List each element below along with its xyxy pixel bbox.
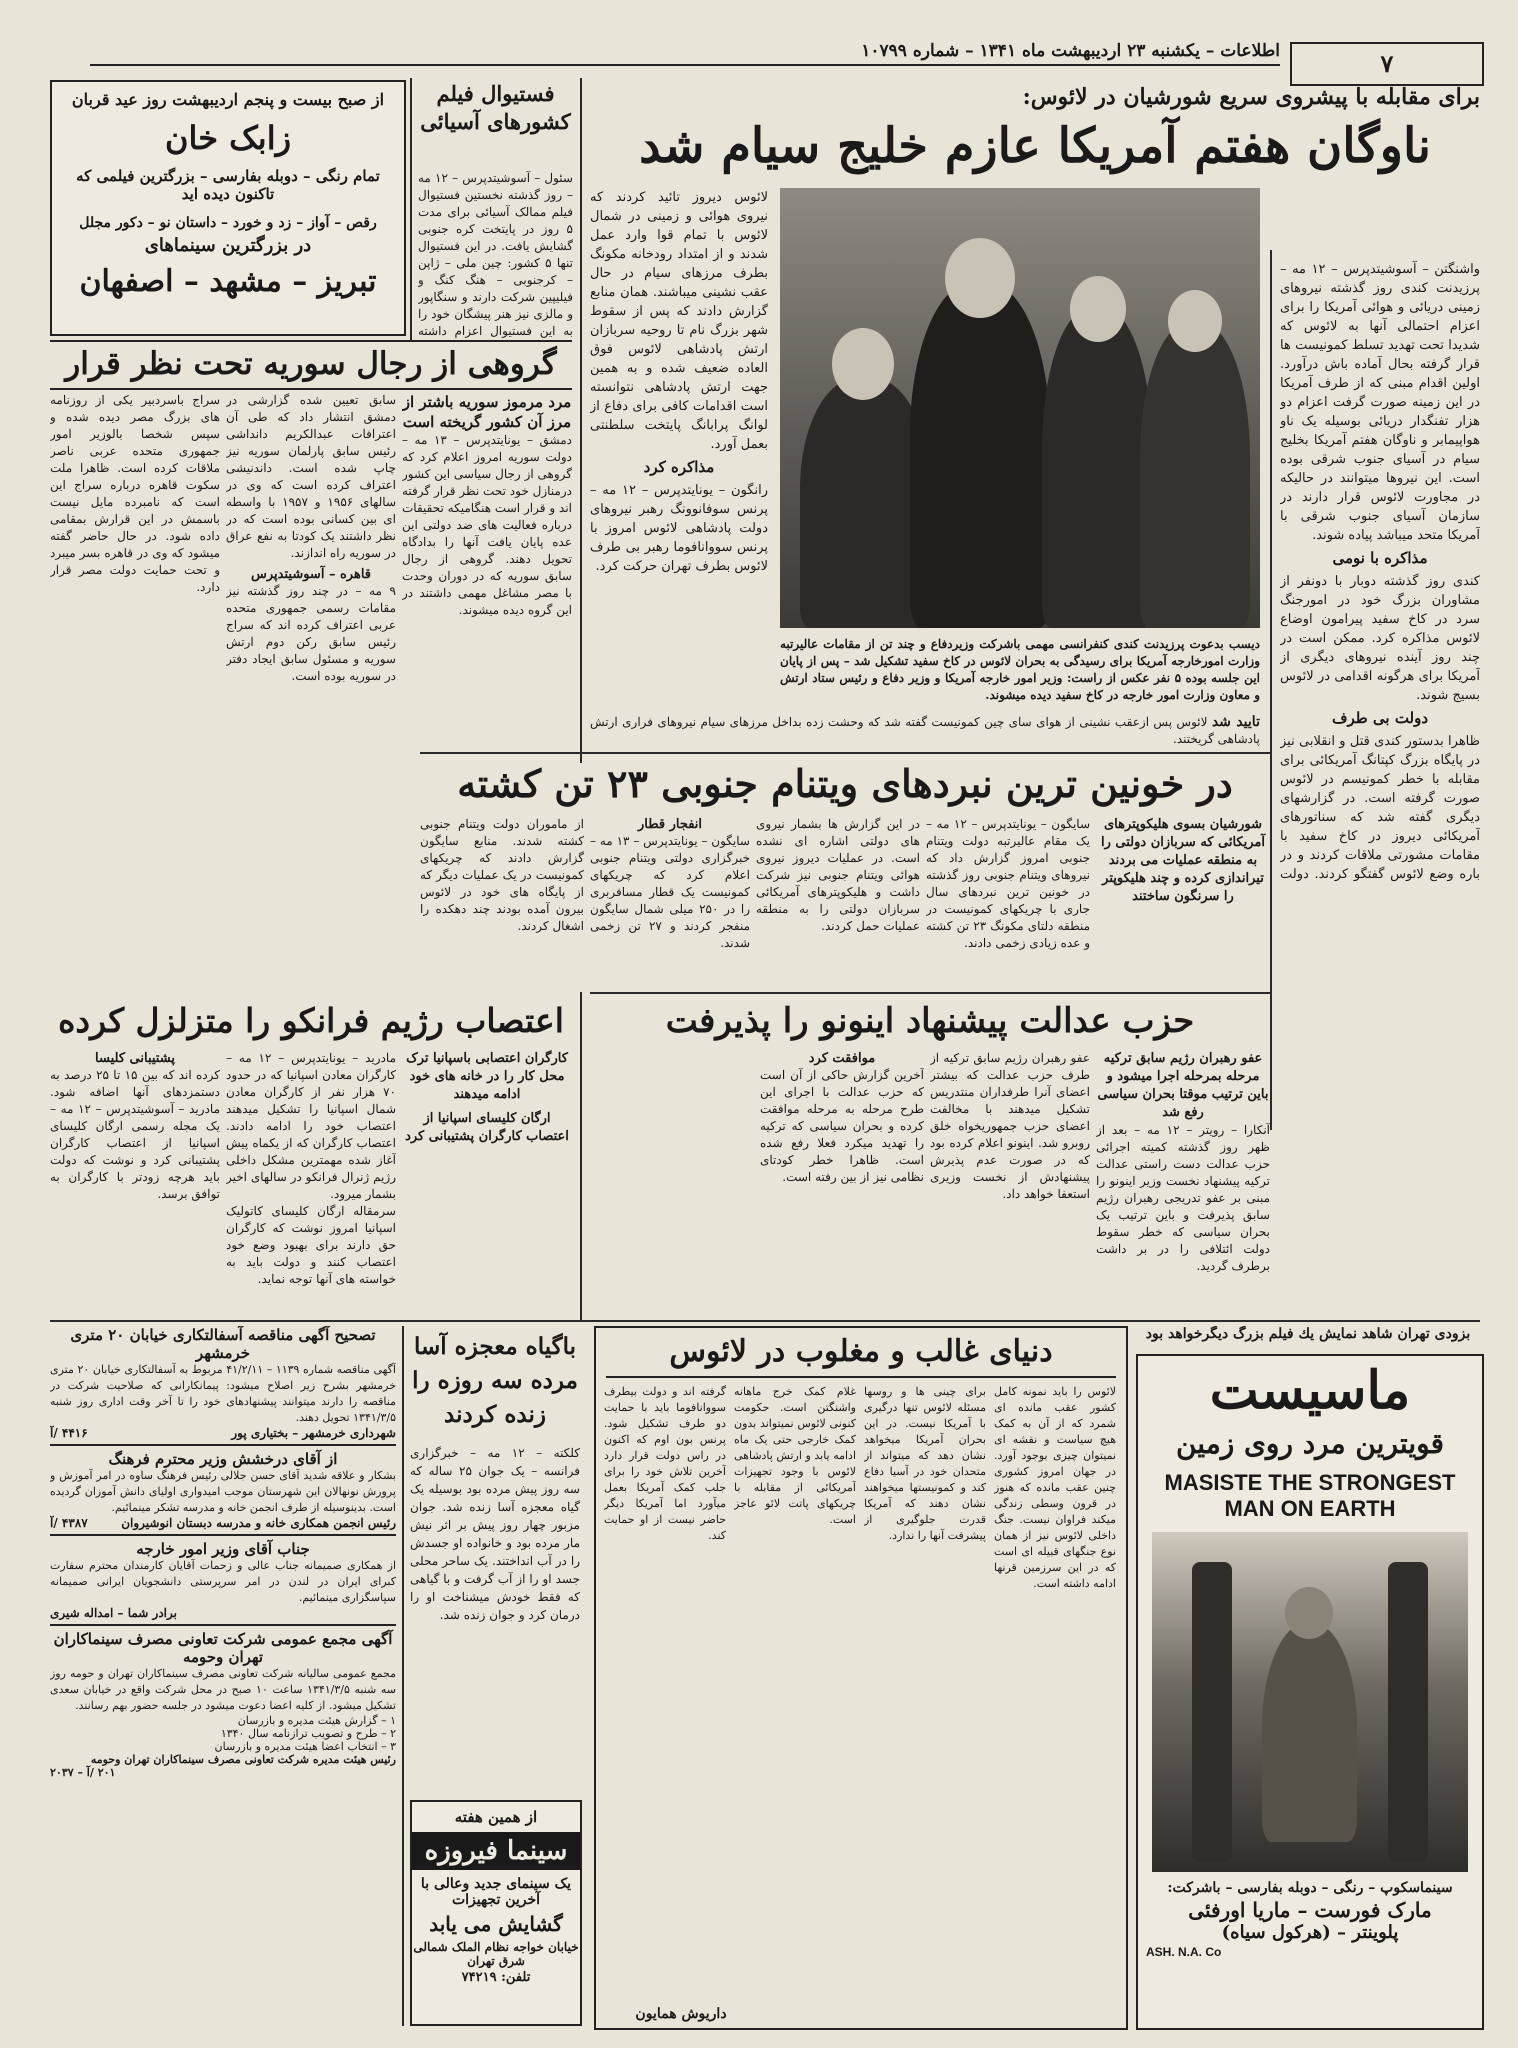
notice-text: از همکاری صمیمانه جناب عالی و زحمات آقایان کارمندان محترم سفارت کبرای ایران در لندن در امر سرپرستی دانشجویان ایرانی صمیمانه سپاسگزاری مینمائیم. <box>50 1559 396 1604</box>
notice-text: مجمع عمومی سالیانه شرکت تعاونی مصرف سینماکاران تهران و حومه روز سه شنبه ۱۳۴۱/۳/۵ ساعت ۱۰ صبح در محل شرکت واقع در خیابان سعدی تشکیل میشود. از کلیه اعضا دعوت میشود در جلسه حضور بهم رسانند. <box>50 1667 396 1712</box>
syria-col-left <box>50 392 220 737</box>
syria-text-2: سابق تعیین شده گزارشی در دمشق انتشار داد که طی آن اعترافات عبدالکریم دانداشی رئیس سابق پارلمان سوریه نیز چاپ شده است. داندنیشی اعتراف کرده است که وی در سالهای ۱۹۵۶ و ۱۹۵۷ با واسطه ای بین کسانی بوده است که در نظر داشتند یک کودتا به نفع عراق در سوریه راه اندازند. <box>226 393 396 560</box>
franco-col-3 <box>50 1050 220 1310</box>
essay-author: داریوش همایون <box>635 2006 727 2022</box>
inonu-text-3: آخرین گزارش حاکی از آن است که حزب عدالت با اجرای این طرح مرحله به مرحله موافقت کرده و بحران سیاسی که ترکیه را تهدید میکرد فعلا رفع شده است. ظاهرا خطر کودتای نظامی نیز از بین رفته است. <box>760 1068 924 1184</box>
masiste-subtitle: قویترین مرد روی زمین <box>1175 1427 1445 1460</box>
zabak-khan-ad <box>50 80 406 336</box>
rule <box>580 78 582 763</box>
franco-text-3: کرده اند که بین ۱۵ تا ۲۵ درصد به دستمزدهای آنها اضافه شود. مادرید – آسوشیتدپرس – ۱۲ مه – یک مجله رسمی ارگان کلیسای اسپانیا از اعتصاب کارگران پشتیبانی کرد و نوشت که دولت باید هرچه زودتر با کارگران به توافق برسد. <box>50 1068 220 1201</box>
lead-col1-text: واشنگتن – آسوشیتدپرس – ۱۲ مه – پرزیدنت کندی روز گذشته نیروهای زمینی دریائی و هوائی آمریکا را برای اعزام احتمالی آنها به لائوس که شدیدا تحت تهدید تسلط کمونیست ها قرار گرفته بحال آماده باش درآورد. اولین اقدام مبنی که از طرف آمریکا در این زمینه صورت گرفت اعزام دو هزار تفنگدار دریائی بوسیله یک ناو هواپیمابر و ناوگان هفتم آمریکا بخلیج سیام در آسیای جنوب شرقی بوده است. این نیروها میتوانند در حالیکه در مجاورت لائوس قرار دارند در سازمان آسیای جنوب شرقی با آمریکا متحد میباشد پیاده شوند. <box>1280 262 1480 543</box>
essay-col-3: غلام کمک خرج ماهانه واشنگتن است. حکومت کنونی لائوس نمیتواند بدون کمک خارجی حتی یک ماه ادامه یابد و ارتش پادشاهی لائوس با وجود تجهیزات آمریکائی از مقابله با چریکهای پاتت لائو عاجز است. <box>734 1385 856 1526</box>
franco-subhead-3: پشتیبانی کلیسا <box>95 1051 175 1066</box>
rule <box>580 992 582 1322</box>
rule <box>410 78 412 340</box>
masiste-line1: سینماسکوپ – رنگی – دوبله بفارسی – باشرکت: <box>1167 1880 1453 1896</box>
cinema-ad-title: سینما فیروزه <box>412 1832 580 1870</box>
lead-column-left <box>590 188 768 710</box>
rule <box>590 992 1270 994</box>
inonu-subhead: عفو رهبران رژیم سابق ترکیه مرحله بمرحله اجرا میشود و باین ترتیب موقتا بحران سیاسی رفع شد <box>1097 1051 1269 1120</box>
essay-col-2: برای چینی ها و روسها مسئله لائوس تنها درگیری با آمریکا نیست. در این بحران آمریکا میخواهد نشان دهد که میتواند از متحدان خود در آسیا دفاع کند و کمونیستها میخواهند نشان دهند که آمریکا قدرت جلوگیری از پیشرفت آنها را ندارد. <box>864 1385 986 1542</box>
franco-col-2 <box>226 1050 396 1310</box>
syria-col-right <box>402 392 572 737</box>
masiste-title: ماسیست <box>1209 1360 1411 1421</box>
essay-columns <box>596 1378 1126 1998</box>
notice-code: ۴۳۸۷ /آ <box>50 1516 88 1530</box>
syria-col-middle <box>226 392 396 737</box>
inonu-subhead-2: موافقت کرد <box>808 1051 876 1066</box>
notice-title: از آقای درخشش وزیر محترم فرهنگ <box>108 1450 338 1468</box>
notice <box>50 1326 396 1446</box>
vietnam-col-2: سایگون – یونایتدپرس – ۱۲ مه – یک مقام عالیرتبه دولت ویتنام جنوبی امروز گزارش داد که نیروهای ویتنام جنوبی روز گذشته در خونین ترین نبردهای سال جاری با چریکهای کمونیست در منطقه دلتای مکونگ ۲۳ تن کشته و عده زیادی زخمی دادند. <box>926 817 1090 950</box>
masiste-english-2: MAN ON EARTH <box>1224 1496 1396 1521</box>
notice <box>50 1626 396 1779</box>
vietnam-columns <box>420 816 1270 984</box>
cinema-ad-line3: خیابان خواجه نظام الملک شمالی شرق تهران <box>413 1940 579 1968</box>
masiste-stars: مارک فورست – ماریا اورفئی <box>1188 1898 1432 1922</box>
notice-title: تصحیح آگهی مناقصه آسفالتکاری خیابان ۲۰ متری خرمشهر <box>70 1326 376 1362</box>
notice-sign: برادر شما – امداله شیری <box>50 1606 177 1620</box>
cinema-ad-top: از همین هفته <box>454 1808 538 1826</box>
syria-subhead: مرد مرموز سوریه باشتر از مرز آن کشور گریخته است <box>402 393 572 431</box>
notice <box>50 1536 396 1626</box>
zabak-cities: تبریز – مشهد – اصفهان <box>79 264 377 299</box>
franco-columns <box>50 1050 572 1310</box>
franco-subhead-2: ارگان کلیسای اسپانیا از اعتصاب کارگران پشتیبانی کرد <box>405 1111 569 1144</box>
inonu-col-1 <box>1096 1050 1270 1315</box>
laos-neutral-text: ظاهرا بدستور کندی قتل و انقلابی نیز در پایگاه بزرگ کپتانگ آمریکائی برای مقابله با خطر کمونیسم در لائوس صورت گرفته است. در گزارشهای دیگری گفته شد که سناتورهای آمریکائی دیروز در کاخ سفید با مقامات مشورتی ملاقات کردند و در باره وضع لائوس گفتگو کردند. دولت <box>1280 734 1480 882</box>
vietnam-subhead: شورشیان بسوی هلیکوپترهای آمریکائی که سربازان دولتی را به منطقه عملیات می بردند تیراندازی کرده و چند هلیکوپتر را سرنگون ساختند <box>1101 817 1265 904</box>
notice-code: ۲۰۱ /آ – ۲۰۳۷ <box>50 1766 116 1779</box>
lead-col2-subhead: مذاکره کرد <box>643 458 715 476</box>
masthead-bar <box>90 38 1280 66</box>
notice-text: آگهی مناقصه شماره ۱۱۳۹ – ۴۱/۲/۱۱ مربوط به آسفالتکاری خیابان ۲۰ متری خرمشهر بشرح زیر اصلاح میشود: پیمانکارانی که صلاحیت شرکت در مناقصه را دارند میتوانند پیشنهادهای خود را تا آخر وقت اداری روز شنبه ۱۳۴۱/۳/۵ تحویل دهند. <box>50 1363 396 1424</box>
notices-column <box>50 1326 396 2026</box>
vietnam-col-3 <box>756 816 920 984</box>
lead-photo <box>780 188 1260 628</box>
lead-col2-text-b: رانگون – یونایتدپرس – ۱۲ مه – پرنس سوفانوونگ رهبر نیروهای دولت پادشاهی لائوس امروز با پرنس سووانافوما رهبر بی طرف لائوس بطرف تهران حرکت کرد. <box>590 483 768 574</box>
lead-col1-text-b: کندی روز گذشته دوبار با دونفر از مشاوران بزرگ خود در امورجنگ سرد در کاخ سفید پیرامون اوضاع لائوس مذاکره کرد. ممکن است در چند روز آینده نیروهای دیگری از آمریکا برای هرگونه اقدامی در لائوس بسیج شوند. <box>1280 574 1480 703</box>
zabak-line1: از صبح بیست و پنجم اردیبهشت روز عید قربان <box>71 90 385 109</box>
notice-text: بشکار و علاقه شدید آقای حسن جلالی رئیس فرهنگ ساوه در امر آموزش و پرورش نونهالان این شهرستان موجب امیدواری اولیای دانش آموزان گردیده است. بدینوسیله از طرف انجمن خانه و مدرسه تشکر مینمائیم. <box>50 1469 396 1514</box>
vietnam-subhead-2: انفجار قطار <box>637 817 703 832</box>
rule <box>1270 250 1272 1130</box>
lead-kicker: برای مقابله با پیشروی سریع شورشیان در لائوس: <box>1022 84 1480 110</box>
essay-col-4: گرفته اند و دولت بیطرف سووانافوما باید با حمایت دو طرف تشکیل شود. پرنس بون اوم که اکنون در راس دولت قرار دارد آخرین تلاش خود را برای جلب کمک آمریکا بعمل میآورد اما آمریکا دیگر حاضر نیست از او حمایت کند. <box>604 1385 726 1542</box>
essay-title: دنیای غالب و مغلوب در لائوس <box>606 1328 1116 1378</box>
notice-sign: رئیس انجمن همکاری خانه و مدرسه دبستان انوشیروان <box>121 1516 396 1530</box>
franco-text-1: مادرید – یونایتدپرس – ۱۲ مه – کارگران معادن اسپانیا که در حدود ۷۰ هزار نفر از کارگران معادن شمال اسپانیا را تشکیل میدهند اعتصاب خود را ادامه دادند. اعتصاب کارگران که از یکماه پیش آغاز شده مهمترین مشکل داخلی رژیم ژنرال فرانکو در سالهای اخیر بشمار میرود. <box>226 1051 396 1201</box>
masiste-ad <box>1136 1354 1484 2030</box>
syria-text-3: سراج باسردبیر یکی از روزنامه های بزرگ مصر دیده شده و سپس شخصا بالوزیر امور جمهوری متحده عربی ناصر ملاقات کرده است. ظاهرا ملت سکوت قاهره درباره سراج این است که نامبرده مایل نیست باسمش در این قرارش بمقامی داده شود. در حال حاضر گفته میشود که وی در قاهره بسر میبرد و تحت حمایت دولت مصر قرار دارد. <box>50 393 220 594</box>
notice <box>50 1446 396 1536</box>
vietnam-col-4 <box>590 816 750 984</box>
vietnam-text-3: سایگون – یونایتدپرس – ۱۳ مه – خبرگزاری دولتی ویتنام جنوبی اعلام کرد که چریکهای کمونیست یک قطار مسافربری را در ۲۵۰ میلی شمال سایگون منفجر کردند و ۲۷ تن زخمی شدند. <box>590 834 750 950</box>
cinema-ad-line2: گشایش می یابد <box>429 1912 563 1936</box>
masthead-info: اطلاعات – یکشنبه ۲۳ اردیبهشت ماه ۱۳۴۱ – شماره ۱۰۷۹۹ <box>861 41 1280 61</box>
lead-col3-text: لائوس پس ازعقب نشینی از هوای سای چین کمونیست گفته شد که وحشت زده بداخل مرزهای سیام نیروهای فراری ارتش پادشاهی گریختند. <box>590 715 1260 746</box>
zabak-line3: رقص – آواز – زد و خورد – داستان نو – دکور مجلل <box>79 215 377 231</box>
essay-col-1: لائوس را باید نمونه کامل کشور عقب مانده ای شمرد که از آن به کمک هیچ سیاست و نقشه ای نمیتوان چیزی بوجود آورد. در جهان امروز کشوری چنین عقب مانده که هنوز در قرون وسطی زندگی میکند فراوان نیست. جنگ داخلی لائوس نیز از همان نوع جنگهای قبیله ای است که در این سرزمین قرنها ادامه داشته است. <box>994 1385 1116 1590</box>
inonu-col-2: عفو رهبران رژیم سابق ترکیه از طرف حزب عدالت که بیشتر اعضای آنرا طرفداران منتدریس تشکیل میدهند با مخالفت اعضای حزب جمهوریخواه خلق روبرو شد. اینونو اعلام کرده بود که در صورت عدم پذیرش پیشنهادش از نخست وزیری استعفا خواهد داد. <box>930 1051 1090 1201</box>
inonu-text-1: آنکارا – رویتر – ۱۲ مه – بعد از ظهر روز گذشته کمیته اجرائی حزب عدالت دست راستی عدالت ترکیه پیشنهاد نخست وزیر اینونو را مبنی بر عفو تدریجی رهبران رژیم سابق پذیرفت و باین ترتیب یک بحران سیاسی که خطر سقوط دولت ائتلافی را در بر داشت برطرف گردید. <box>1096 1123 1270 1273</box>
festival-text: سئول – آسوشیتدپرس – ۱۲ مه – روز گذشته نخستین فستیوال فیلم ممالک آسیائی برای مدت ۵ روز در پایتخت کره جنوبی گشایش یافت. در این فستیوال تنها ۵ کشور: چین ملی – ژاپن – کرجنوبی – هنگ کنگ و فیلیپین شرکت دارند و سنگاپور و مالزی نیز هنر پیشگان خود را به این فستیوال اعزام داشته <box>418 171 573 338</box>
syria-text-1: دمشق – یونایتدپرس – ۱۳ مه – دولت سوریه امروز اعلام کرد که گروهی از رجال سیاسی این کشور درمنازل خود تحت نظر قرار گرفته اند و قرار است هنگامیکه تحقیقات درباره فعالیت های ضد دولتی این عده پایان یافت آنها را بدادگاه تحویل دهند. گروهی از رجال سابق سوریه که در دوران وحدت با مصر مشاغل مهمی داشتند در این گروه دیده میشوند. <box>402 433 572 617</box>
lead-headline: ناوگان هفتم آمریکا عازم خلیج سیام شد <box>639 118 1431 174</box>
rule <box>402 1326 404 2026</box>
festival-headline: فستیوال فیلم کشورهای آسیائی <box>420 81 571 134</box>
miracle-text: کلکته – ۱۲ مه – خبرگزاری فرانسه – یک جوان ۲۵ ساله که سه روز پیش مرده بود بوسیله یک گیاه معجزه آسا زنده شد. جوان مزبور چهار روز پیش بر اثر نیش مار مرده بود و خانواده او جسدش را در آب انداختند. یک ساحر محلی جسد او را از آب گرفت و با گیاهی که فقط خودش میشناخت او را درمان کرد و جوان زنده شد. <box>410 1446 580 1622</box>
cinema-ad-line1: یک سینمای جدید وعالی با آخرین تجهیزات <box>420 1876 572 1908</box>
inonu-headline: حزب عدالت پیشنهاد اینونو را پذیرفت <box>665 1001 1195 1041</box>
notice-item: ۳ – انتخاب اعضا هیئت مدیره و بازرسان <box>214 1740 396 1753</box>
syria-columns <box>50 392 572 737</box>
franco-subhead: کارگران اعتصابی باسپانیا ترک محل کار را در خانه های خود ادامه میدهند <box>406 1051 568 1102</box>
franco-text-2: سرمقاله ارگان کلیسای کاتولیک اسپانیا امروز نوشت که کارگران حق دارند برای بهبود وضع خود اعتصاب کنند و دولت باید به خواسته های آنها توجه نماید. <box>226 1204 396 1286</box>
notice-code: ۴۴۱۶ /آ <box>50 1426 88 1440</box>
zabak-line4: در بزرگترین سینماهای <box>144 235 312 256</box>
lead-col1-subhead-2: دولت بی طرف <box>1331 709 1429 727</box>
vietnam-headline: در خونین ترین نبردهای ویتنام جنوبی ۲۳ تن کشته <box>457 761 1233 806</box>
franco-col-1 <box>402 1050 572 1310</box>
lead-photo-caption: دیسب بدعوت پرزیدنت کندی کنفرانسی مهمی باشرکت وزیردفاع و چند تن از مقامات عالیرتبه وزارت امورخارجه آمریکا برای رسیدگی به بحران لائوس در کاخ سفید تشکیل شد – پس از پایان این جلسه بوده ۵ نفر عکس از راست: وزیر امور خارجه آمریکا و وزیر دفاع و رئیس ستاد ارتش و معاون وزارت امور خارجه در کاخ سفید دیده میشوند. <box>780 637 1260 702</box>
lead-col2-text: لائوس دیروز تائید کردند که نیروی هوائی و زمینی در شمال لائوس با تمام قوا وارد عمل شدند و از امتداد رودخانه مکونگ بطرف مرزهای سیام در حال عقب نشینی میباشند. همان منابع گزارش دادند که پس از سقوط شهر بزرگ نام تا روحیه سربازان ارتش پادشاهی لائوس فوق العاده ضعیف شده و به همین جهت ارتش پادشاهی نتوانسته است اقدامات کافی برای دفاع از لوانگ پرابانگ پایتخت سلطنتی بعمل آورد. <box>590 190 768 452</box>
vietnam-col-1 <box>1096 816 1270 984</box>
masiste-line2: پلوینتر – (هرکول سیاه) <box>1221 1922 1399 1943</box>
masiste-code: ASH. N.A. Co <box>1146 1945 1222 1959</box>
cinema-ad-phone: تلفن: ۷۴۲۱۹ <box>461 1970 531 1985</box>
lead-column-right <box>1280 260 1480 885</box>
inonu-left-col <box>590 1050 754 1315</box>
masiste-poster-art <box>1152 1532 1468 1872</box>
lead-col3-subhead: تایید شد <box>1211 714 1260 730</box>
notice-title: آگهی مجمع عمومی شرکت تعاونی مصرف سینماکاران تهران وحومه <box>53 1630 393 1666</box>
page-number: ۷ <box>1290 42 1484 86</box>
rule <box>50 1320 1480 1322</box>
vietnam-col-5: از ماموران دولت ویتنام جنوبی کشته شدند. منابع سایگون گزارش دادند که چریکهای کمونیست در یک عملیات دیگر که از پایگاه های خود در لائوس بیرون آمده بودند چند دهکده را اشغال کردند. <box>420 817 584 933</box>
laos-essay <box>594 1326 1128 2030</box>
franco-headline: اعتصاب رژیم فرانکو را متزلزل کرده <box>58 1001 564 1040</box>
masiste-top-line: بزودی تهران شاهد نمایش یك فیلم بزرگ دیگرخواهد بود <box>1145 1326 1471 1342</box>
lead-col1-subhead: مذاکره با نومی <box>1332 549 1428 567</box>
syria-subhead-2: قاهره – آسوشیتدپرس <box>250 567 371 582</box>
notice-sign: شهرداری خرمشهر – بختیاری پور <box>231 1426 396 1440</box>
syria-headline: گروهی از رجال سوریه تحت نظر قرار <box>50 340 572 390</box>
inonu-col-3 <box>760 1050 924 1315</box>
zabak-line2: تمام رنگی – دوبله بفارسی – بزرگترین فیلمی که تاکنون دیده اید <box>76 167 380 203</box>
syria-text-2b: ۹ مه – در چند روز گذشته نیز مقامات رسمی جمهوری متحده عربی اعتراف کرده اند که سراج رئیس سابق رکن دوم ارتش سوریه و مسئول سابق ایجاد دفتر در سوریه بوده است. <box>226 584 396 683</box>
notice-item: ۲ – طرح و تصویب ترازنامه سال ۱۳۴۰ <box>220 1727 396 1740</box>
notice-item: ۱ – گزارش هیئت مدیره و بازرسان <box>237 1714 396 1727</box>
notice-title: جناب آقای وزیر امور خارجه <box>136 1540 310 1558</box>
notice-sign: رئیس هیئت مدیره شرکت تعاونی مصرف سینماکاران تهران وحومه <box>90 1753 396 1766</box>
zabak-title: زابک خان <box>164 119 292 157</box>
miracle-headline: باگیاه معجزه آسا مرده سه روزه را زنده کردند <box>412 1333 578 1428</box>
masiste-english-1: MASISTE THE STRONGEST <box>1164 1470 1456 1495</box>
vietnam-text-2: در این گزارش ها بشمار نیروی های دولتی اشاره ای نشده است. در عملیات دیروز نیروی هوائی ویتنام جنوبی نیز شرکت داشت و هلیکوپترهای آمریکائی سربازان دولتی را به منطقه عملیات حمل کردند. <box>756 817 920 933</box>
rule <box>420 752 1270 754</box>
cinema-firoozeh-ad <box>410 1800 582 2026</box>
